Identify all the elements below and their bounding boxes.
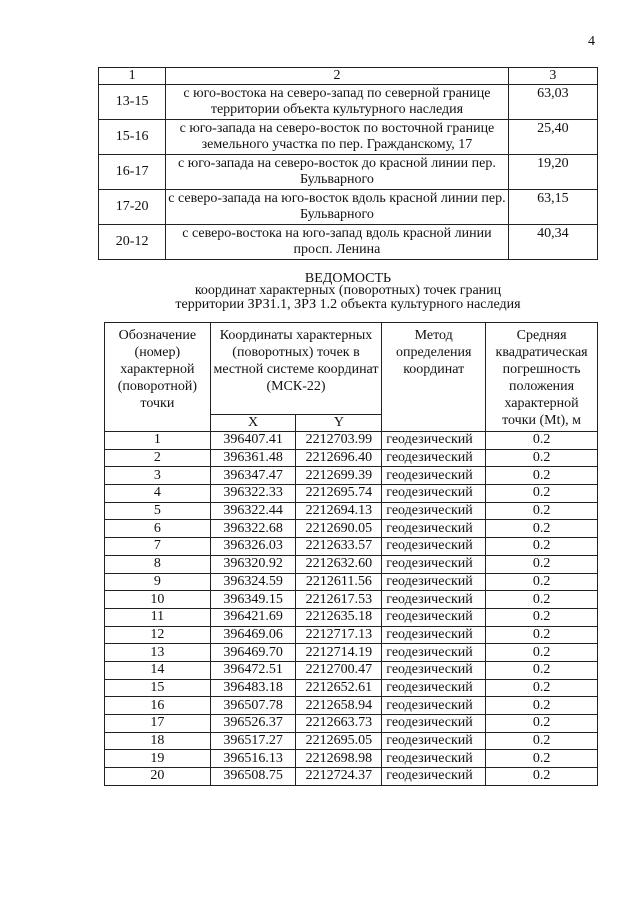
point-y: 2212652.61 <box>296 679 382 697</box>
point-accuracy: 0.2 <box>486 467 598 485</box>
point-number: 10 <box>105 591 211 609</box>
point-method: геодезический <box>382 432 486 450</box>
point-row <box>105 768 598 786</box>
segment-id: 16-17 <box>99 155 166 190</box>
segment-length: 40,34 <box>508 225 597 260</box>
point-method: геодезический <box>382 538 486 556</box>
point-method: геодезический <box>382 626 486 644</box>
point-x: 396508.75 <box>210 768 296 786</box>
segment-length: 63,03 <box>508 85 597 120</box>
segment-row <box>99 225 598 260</box>
point-accuracy: 0.2 <box>486 449 598 467</box>
point-x: 396472.51 <box>210 661 296 679</box>
point-accuracy: 0.2 <box>486 626 598 644</box>
point-method: геодезический <box>382 502 486 520</box>
point-accuracy: 0.2 <box>486 485 598 503</box>
point-x: 396483.18 <box>210 679 296 697</box>
subtitle-line-2: территории ЗРЗ1.1, ЗРЗ 1.2 объекта культурного наследия <box>175 297 521 312</box>
point-row <box>105 626 598 644</box>
point-method: геодезический <box>382 661 486 679</box>
point-accuracy: 0.2 <box>486 502 598 520</box>
point-accuracy: 0.2 <box>486 573 598 591</box>
segment-description: с юго-запада на северо-восток до красной линии пер. Бульварного <box>166 155 508 190</box>
point-y: 2212611.56 <box>296 573 382 591</box>
point-x: 396526.37 <box>210 715 296 733</box>
point-method: геодезический <box>382 750 486 768</box>
point-x: 396349.15 <box>210 591 296 609</box>
point-y: 2212695.05 <box>296 732 382 750</box>
point-y: 2212617.53 <box>296 591 382 609</box>
point-y: 2212633.57 <box>296 538 382 556</box>
point-method: геодезический <box>382 679 486 697</box>
point-row <box>105 644 598 662</box>
segment-id: 17-20 <box>99 190 166 225</box>
point-method: геодезический <box>382 732 486 750</box>
point-accuracy: 0.2 <box>486 608 598 626</box>
segment-description: с северо-востока на юго-запад вдоль красной линии просп. Ленина <box>166 225 508 260</box>
point-number: 2 <box>105 449 211 467</box>
subtitle-line-1: координат характерных (поворотных) точек границ <box>194 283 502 298</box>
point-number: 13 <box>105 644 211 662</box>
point-number: 17 <box>105 715 211 733</box>
point-x: 396507.78 <box>210 697 296 715</box>
point-x: 396326.03 <box>210 538 296 556</box>
point-number: 14 <box>105 661 211 679</box>
point-row <box>105 715 598 733</box>
point-row <box>105 697 598 715</box>
point-number: 5 <box>105 502 211 520</box>
point-row <box>105 432 598 450</box>
point-row <box>105 591 598 609</box>
point-number: 1 <box>105 432 211 450</box>
point-y: 2212635.18 <box>296 608 382 626</box>
header-method: Метод определения координат <box>382 323 486 432</box>
document-subtitle <box>98 284 598 312</box>
segments-header-row <box>99 68 598 85</box>
point-y: 2212698.98 <box>296 750 382 768</box>
point-y: 2212696.40 <box>296 449 382 467</box>
segment-description: с юго-запада на северо-восток по восточной границе земельного участка по пер. Гражданскому, 17 <box>166 120 508 155</box>
point-row <box>105 555 598 573</box>
segments-header-col3: 3 <box>508 68 597 85</box>
point-method: геодезический <box>382 485 486 503</box>
points-header-row <box>105 323 598 415</box>
point-method: геодезический <box>382 644 486 662</box>
points-table <box>104 322 598 786</box>
point-x: 396421.69 <box>210 608 296 626</box>
point-number: 4 <box>105 485 211 503</box>
point-x: 396407.41 <box>210 432 296 450</box>
point-number: 20 <box>105 768 211 786</box>
point-row <box>105 485 598 503</box>
point-row <box>105 750 598 768</box>
point-x: 396347.47 <box>210 467 296 485</box>
point-method: геодезический <box>382 449 486 467</box>
point-row <box>105 608 598 626</box>
point-method: геодезический <box>382 555 486 573</box>
point-number: 18 <box>105 732 211 750</box>
point-y: 2212695.74 <box>296 485 382 503</box>
point-method: геодезический <box>382 768 486 786</box>
point-row <box>105 661 598 679</box>
point-method: геодезический <box>382 608 486 626</box>
segment-length: 25,40 <box>508 120 597 155</box>
point-accuracy: 0.2 <box>486 520 598 538</box>
point-row <box>105 732 598 750</box>
point-accuracy: 0.2 <box>486 679 598 697</box>
header-point-number: Обозначение (номер) характерной (поворотной) точки <box>105 323 211 432</box>
document-title: ВЕДОМОСТЬ <box>304 271 392 286</box>
point-y: 2212703.99 <box>296 432 382 450</box>
point-row <box>105 573 598 591</box>
point-x: 396361.48 <box>210 449 296 467</box>
point-y: 2212717.13 <box>296 626 382 644</box>
point-method: геодезический <box>382 715 486 733</box>
point-x: 396469.70 <box>210 644 296 662</box>
point-method: геодезический <box>382 697 486 715</box>
segment-id: 13-15 <box>99 85 166 120</box>
point-y: 2212658.94 <box>296 697 382 715</box>
segment-id: 20-12 <box>99 225 166 260</box>
segments-header-col2: 2 <box>166 68 508 85</box>
point-x: 396324.59 <box>210 573 296 591</box>
point-y: 2212690.05 <box>296 520 382 538</box>
point-number: 11 <box>105 608 211 626</box>
segment-row <box>99 190 598 225</box>
point-accuracy: 0.2 <box>486 697 598 715</box>
point-accuracy: 0.2 <box>486 538 598 556</box>
point-row <box>105 538 598 556</box>
segments-table <box>98 67 598 260</box>
point-method: геодезический <box>382 573 486 591</box>
point-row <box>105 679 598 697</box>
point-accuracy: 0.2 <box>486 661 598 679</box>
point-y: 2212724.37 <box>296 768 382 786</box>
point-row <box>105 520 598 538</box>
page-number: 4 <box>588 34 595 49</box>
point-number: 9 <box>105 573 211 591</box>
point-number: 3 <box>105 467 211 485</box>
point-number: 12 <box>105 626 211 644</box>
segments-header-col1: 1 <box>99 68 166 85</box>
point-y: 2212632.60 <box>296 555 382 573</box>
point-accuracy: 0.2 <box>486 591 598 609</box>
point-method: геодезический <box>382 467 486 485</box>
point-x: 396469.06 <box>210 626 296 644</box>
point-x: 396322.68 <box>210 520 296 538</box>
header-coordinates: Координаты характерных (поворотных) точек в местной системе координат (МСК-22) <box>210 323 382 415</box>
point-number: 19 <box>105 750 211 768</box>
point-row <box>105 502 598 520</box>
point-y: 2212714.19 <box>296 644 382 662</box>
header-accuracy: Средняя квадратическая погрешность положения характерной точки (Mt), м <box>486 323 598 432</box>
point-number: 8 <box>105 555 211 573</box>
point-x: 396517.27 <box>210 732 296 750</box>
segment-description: с юго-востока на северо-запад по северной границе территории объекта культурного наследия <box>166 85 508 120</box>
header-y: Y <box>296 415 382 432</box>
point-number: 7 <box>105 538 211 556</box>
point-number: 15 <box>105 679 211 697</box>
point-method: геодезический <box>382 591 486 609</box>
segment-row <box>99 120 598 155</box>
point-number: 6 <box>105 520 211 538</box>
point-x: 396320.92 <box>210 555 296 573</box>
segment-row <box>99 85 598 120</box>
point-x: 396322.44 <box>210 502 296 520</box>
point-method: геодезический <box>382 520 486 538</box>
point-x: 396516.13 <box>210 750 296 768</box>
segment-length: 19,20 <box>508 155 597 190</box>
header-x: X <box>210 415 296 432</box>
point-y: 2212699.39 <box>296 467 382 485</box>
segment-length: 63,15 <box>508 190 597 225</box>
point-accuracy: 0.2 <box>486 715 598 733</box>
point-row <box>105 449 598 467</box>
segment-id: 15-16 <box>99 120 166 155</box>
point-accuracy: 0.2 <box>486 432 598 450</box>
segment-description: с северо-запада на юго-восток вдоль красной линии пер. Бульварного <box>166 190 508 225</box>
point-accuracy: 0.2 <box>486 555 598 573</box>
point-y: 2212700.47 <box>296 661 382 679</box>
point-accuracy: 0.2 <box>486 768 598 786</box>
point-number: 16 <box>105 697 211 715</box>
point-accuracy: 0.2 <box>486 732 598 750</box>
point-accuracy: 0.2 <box>486 644 598 662</box>
point-x: 396322.33 <box>210 485 296 503</box>
point-accuracy: 0.2 <box>486 750 598 768</box>
point-y: 2212694.13 <box>296 502 382 520</box>
segment-row <box>99 155 598 190</box>
point-row <box>105 467 598 485</box>
point-y: 2212663.73 <box>296 715 382 733</box>
